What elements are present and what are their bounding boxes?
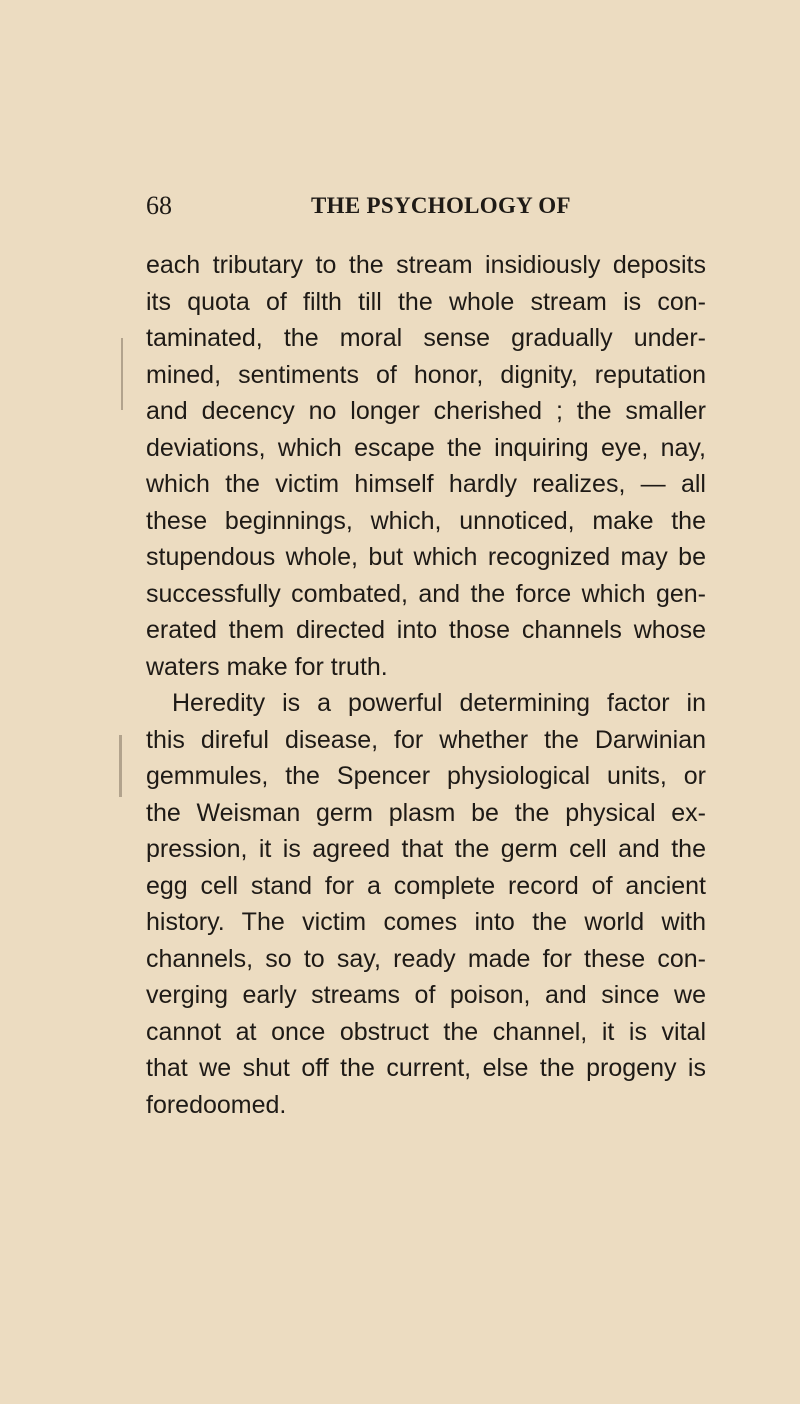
text-line: channels, so to say, ready made for these con-	[146, 944, 706, 973]
text-line: the Weisman germ plasm be the physical ex-	[146, 798, 706, 827]
text-line: egg cell stand for a complete record of ancient	[146, 871, 706, 900]
text-line: erated them directed into those channels whose	[146, 616, 706, 644]
text-line: and decency no longer cherished ; the smaller	[146, 397, 706, 425]
margin-mark-upper	[121, 338, 123, 410]
text-line: these beginnings, which, unnoticed, make the	[146, 506, 706, 535]
text-line: gemmules, the Spencer physiological units, or	[146, 762, 706, 790]
text-line: history. The victim comes into the world with	[146, 908, 706, 936]
text-line: this direful disease, for whether the Darwinian	[146, 725, 706, 754]
body-text	[146, 247, 706, 1123]
text-line: which the victim himself hardly realizes, — all	[146, 470, 706, 498]
text-line: Heredity is a powerful determining factor in	[172, 689, 706, 717]
text-line: mined, sentiments of honor, dignity, reputation	[146, 360, 706, 389]
page-number: 68	[146, 191, 172, 220]
text-line: verging early streams of poison, and since we	[146, 981, 706, 1009]
margin-mark-lower	[119, 735, 122, 797]
text-line: taminated, the moral sense gradually under-	[146, 324, 706, 352]
text-line: that we shut off the current, else the progeny is	[146, 1054, 706, 1082]
page-header	[146, 188, 706, 224]
text-line: cannot at once obstruct the channel, it is vital	[146, 1017, 706, 1046]
text-line: pression, it is agreed that the germ cell and the	[146, 835, 706, 863]
text-line: stupendous whole, but which recognized may be	[146, 543, 706, 571]
text-line: waters make for truth.	[146, 652, 388, 681]
text-line: foredoomed.	[146, 1090, 287, 1119]
text-line: deviations, which escape the inquiring eye, nay,	[146, 433, 706, 462]
running-head: THE PSYCHOLOGY OF	[311, 193, 571, 218]
text-line: each tributary to the stream insidiously deposits	[146, 251, 706, 279]
text-line: its quota of filth till the whole stream is con-	[146, 287, 706, 316]
text-line: successfully combated, and the force which gen-	[146, 579, 706, 608]
